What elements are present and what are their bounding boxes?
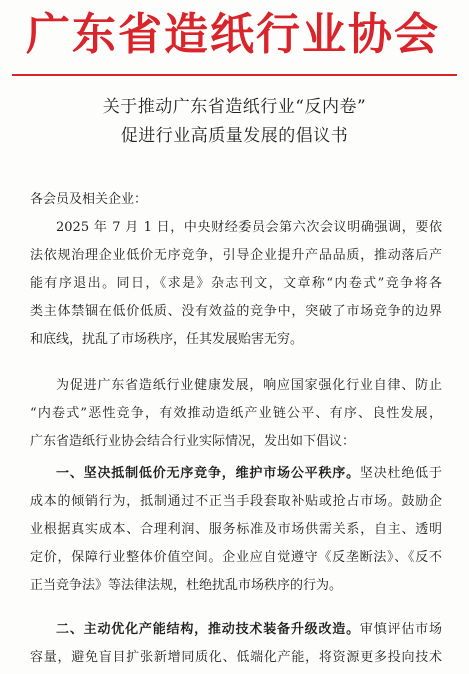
letterhead-org-name: 广东省造纸行业协会 [26, 9, 440, 60]
document-title-line-2: 促进行业高质量发展的倡议书 [120, 126, 349, 146]
paragraph-line: 成本的倾销行为，抵制通过不正当手段套取补贴或抢占市场。鼓励企 [30, 494, 442, 509]
paragraph-4 [30, 616, 442, 672]
paragraph-line: 正当竞争法》等法律法规，杜绝扰乱市场秩序的行为。 [30, 578, 343, 593]
paragraph-line [30, 616, 442, 644]
paragraph-line: 为促进广东省造纸行业健康发展，响应国家强化行业自律、防止 [56, 378, 442, 393]
paragraph-line: 类主体禁锢在低价低质、没有效益的竞争中，突破了市场竞争的边界 [30, 304, 442, 319]
paragraph-line: 和底线，扰乱了市场秩序，任其发展贻害无穷。 [30, 332, 304, 347]
document-title-line-1: 关于推动广东省造纸行业“反内卷” [102, 97, 367, 117]
paragraph-line: 2025 年 7 月 1 日，中央财经委员会第六次会议明确强调，要依 [56, 220, 442, 235]
paragraph-line: 定价，保障行业整体价值空间。企业应自觉遵守《反垄断法》、《反不 [30, 550, 442, 565]
paragraph-text: 坚决杜绝低于 [359, 466, 442, 481]
paragraph-line [30, 460, 442, 488]
paragraph-line: 业根据真实成本、合理利润、服务标准及市场供需关系，自主、透明 [30, 522, 442, 537]
paragraph-line: 广东省造纸行业协会结合行业实际情况，发出如下倡议： [30, 434, 356, 449]
paragraph-heading: 一、坚决抵制低价无序竞争，维护市场公平秩序。 [56, 466, 360, 481]
salutation-text: 各会员及相关企业： [30, 192, 148, 207]
paragraph-line: 容量，避免盲目扩张新增同质化、低端化产能，将资源更多投向技术 [30, 650, 442, 665]
paragraph-text: 审慎评估市场 [359, 622, 442, 637]
paragraph-line: 能有序退出。同日，《求是》杂志刊文，文章称“内卷式”竞争将各 [30, 276, 442, 291]
paragraph-1 [30, 214, 442, 354]
paragraph-line: 法依规治理企业低价无序竞争，引导企业提升产品品质，推动落后产 [30, 248, 442, 263]
paragraph-3 [30, 460, 442, 600]
paragraph-line: “内卷式”恶性竞争，有效推动造纸产业链公平、有序、良性发展， [30, 406, 442, 421]
paragraph-heading: 二、主动优化产能结构，推动技术装备升级改造。 [56, 622, 360, 637]
salutation [30, 186, 442, 214]
paragraph-2 [30, 372, 442, 456]
letterhead-red-rule [12, 74, 457, 76]
